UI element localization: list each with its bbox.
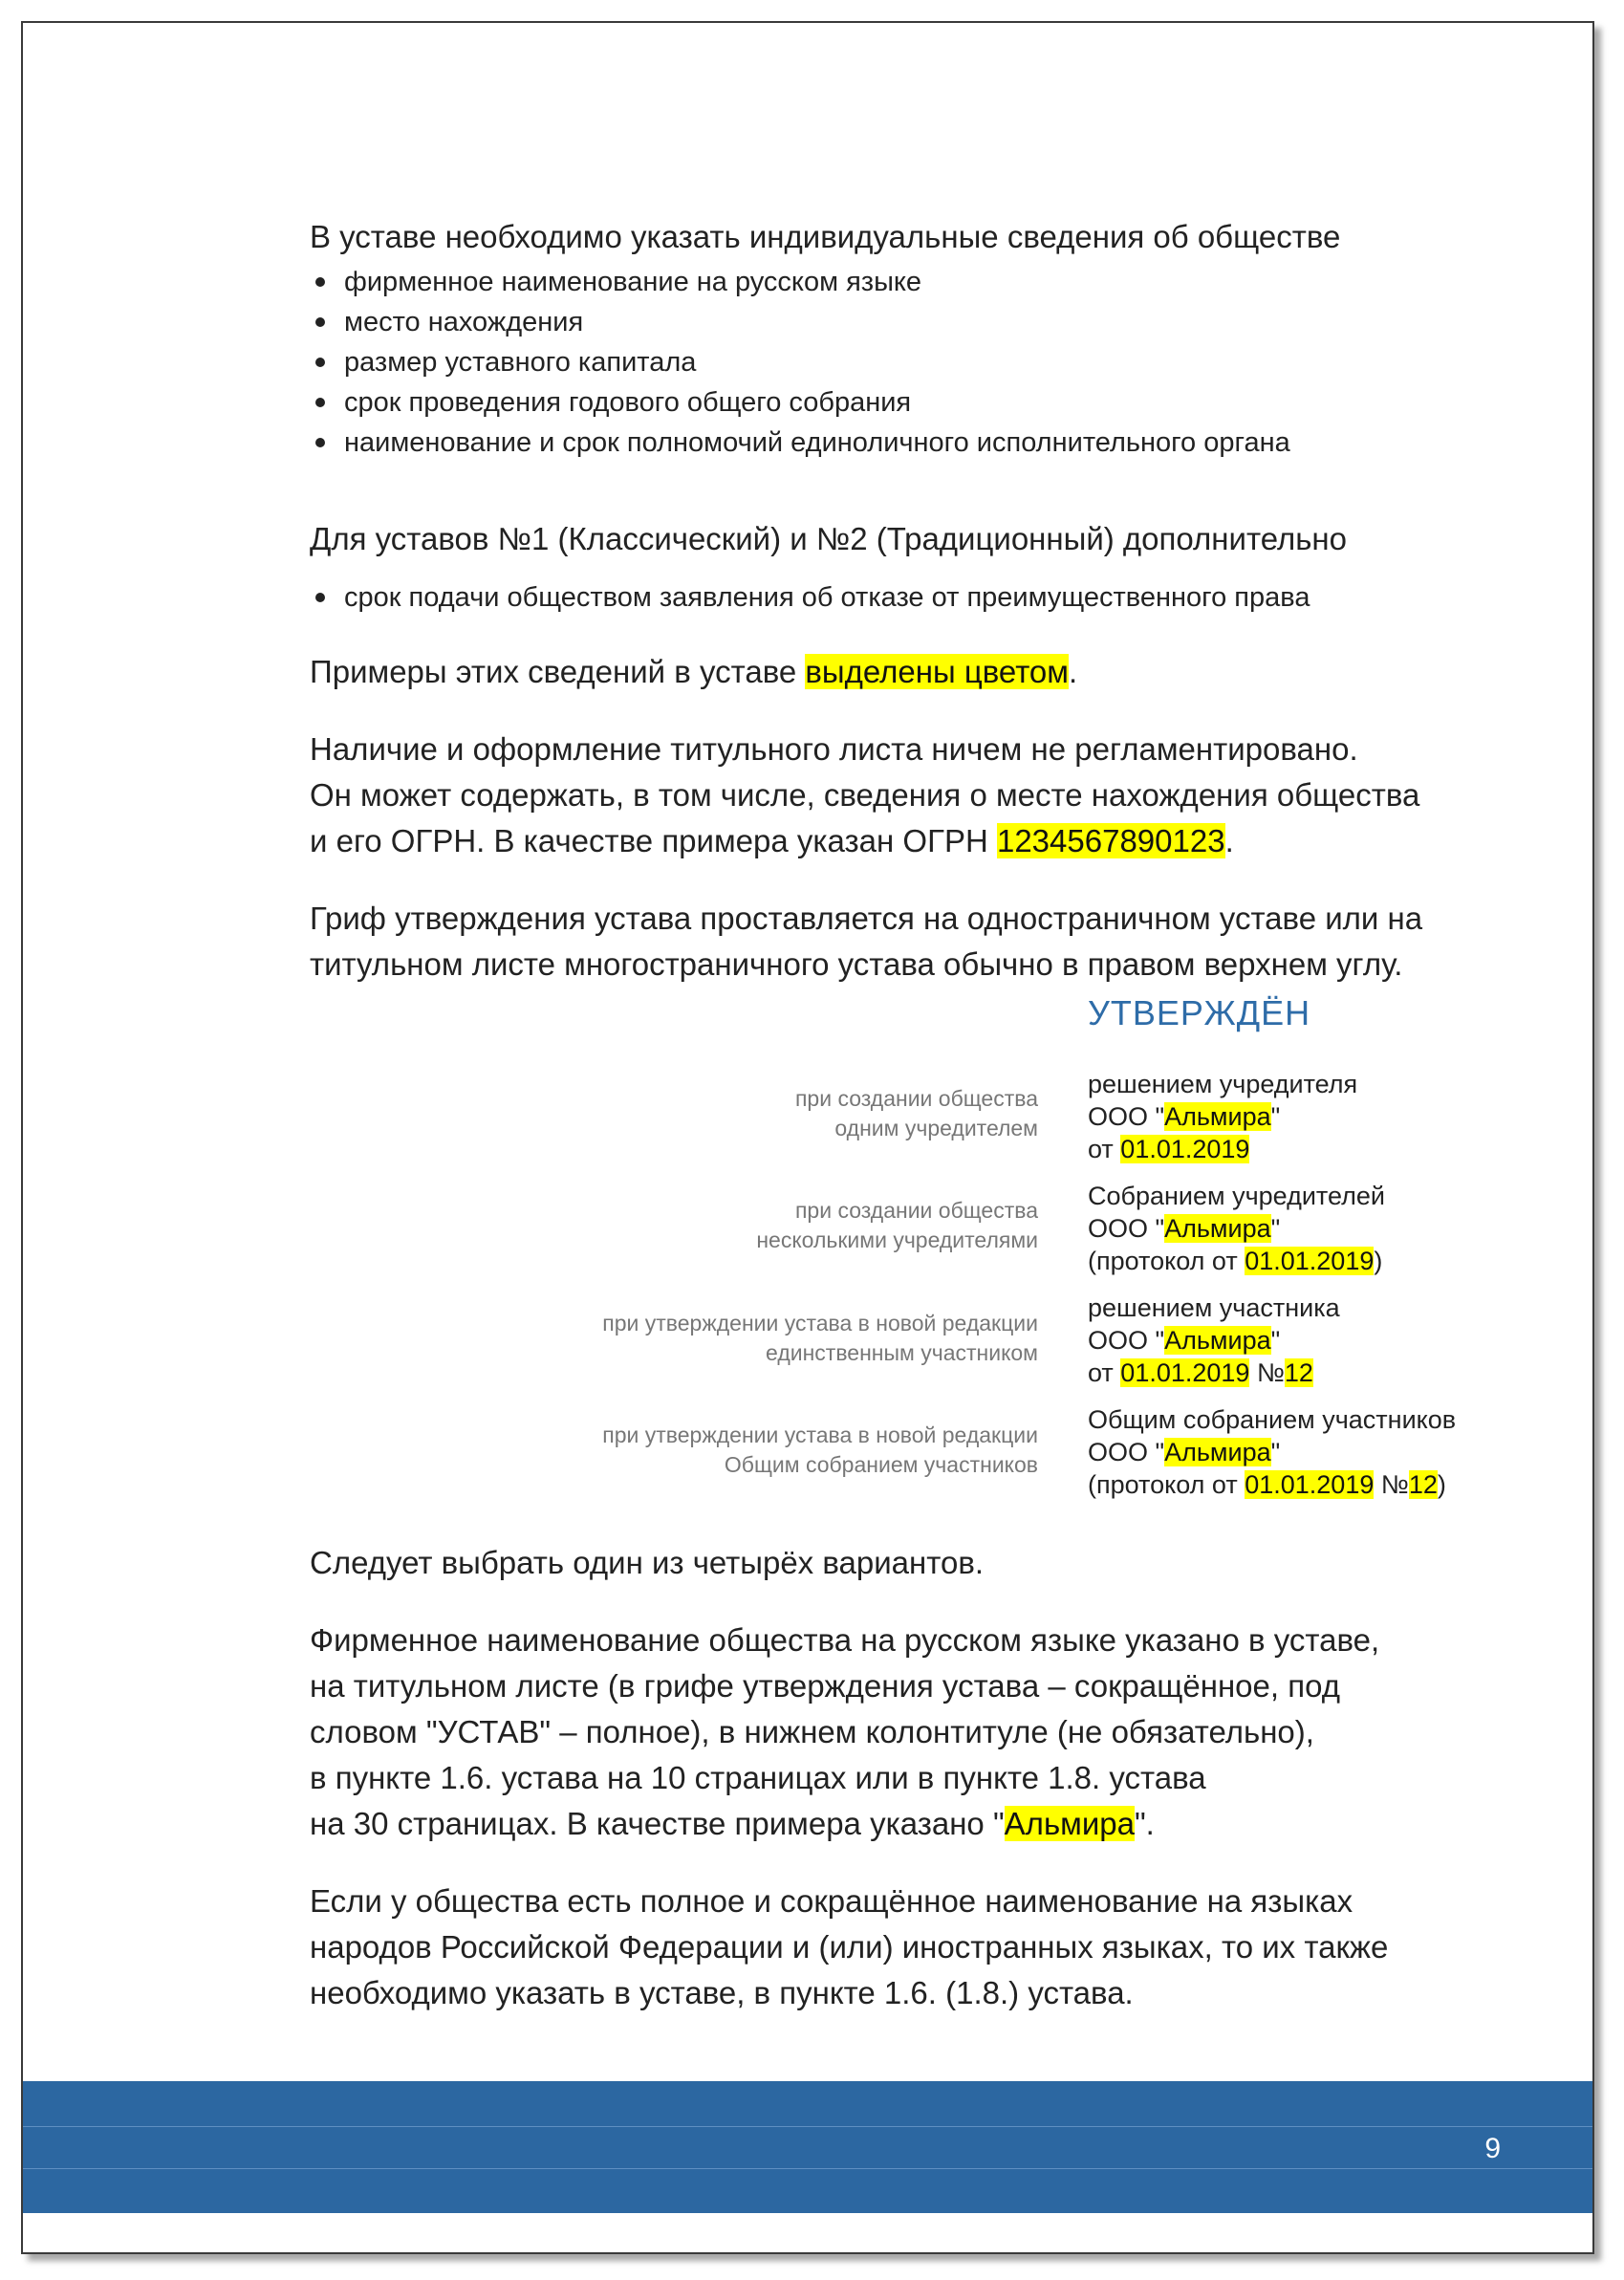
languages-line: народов Российской Федерации и (или) иностранных языках, то их также bbox=[310, 1929, 1389, 1965]
highlight-example: выделены цветом bbox=[805, 654, 1069, 689]
footer-divider bbox=[23, 2126, 1592, 2127]
stamp-intro-line: Гриф утверждения устава проставляется на одностраничном уставе или на bbox=[310, 901, 1423, 936]
stamp-note: при утверждении устава в новой редакции Общим собранием участников bbox=[602, 1422, 1038, 1477]
company-name-line: на титульном листе (в грифе утверждения устава – сокращённое, под bbox=[310, 1668, 1340, 1704]
list-item: фирменное наименование на русском языке bbox=[344, 262, 921, 302]
stamp-note: при создании общества несколькими учредителями bbox=[756, 1198, 1038, 1252]
stamp-variant: решением учредителя ООО "Альмира" от 01.01.2019 bbox=[1088, 1070, 1358, 1163]
list-item: наименование и срок полномочий единоличного исполнительного органа bbox=[344, 423, 1290, 463]
stamp-variant: Общим собранием участников ООО "Альмира" (протокол от 01.01.2019 №12) bbox=[1088, 1405, 1457, 1499]
company-name-line: на 30 страницах. В качестве примера указано "Альмира". bbox=[310, 1806, 1155, 1841]
name-highlight: Альмира bbox=[1004, 1806, 1135, 1841]
examples-paragraph: Примеры этих сведений в уставе выделены цветом. bbox=[310, 654, 1078, 689]
stamp-variant: Собранием учредителей ООО "Альмира" (протокол от 01.01.2019) bbox=[1088, 1182, 1385, 1275]
title-page-line: и его ОГРН. В качестве примера указан ОГРН 1234567890123. bbox=[310, 823, 1234, 858]
intro-heading: В уставе необходимо указать индивидуальные сведения об обществе bbox=[310, 219, 1341, 254]
choose-paragraph: Следует выбрать один из четырёх вариантов. bbox=[310, 1545, 985, 1580]
list-item: срок проведения годового общего собрания bbox=[344, 382, 911, 423]
list-item: место нахождения bbox=[344, 302, 583, 342]
title-page-line: Наличие и оформление титульного листа ничем не регламентировано. bbox=[310, 731, 1358, 767]
languages-line: необходимо указать в уставе, в пункте 1.6. (1.8.) устава. bbox=[310, 1975, 1134, 2010]
page-number: 9 bbox=[1484, 2133, 1501, 2164]
title-page-line: Он может содержать, в том числе, сведения о месте нахождения общества bbox=[310, 777, 1420, 813]
document-page bbox=[21, 21, 1594, 2254]
footer-band bbox=[23, 2081, 1592, 2213]
ogrn-highlight: 1234567890123 bbox=[996, 823, 1225, 858]
stamp-intro-line: титульном листе многостраничного устава обычно в правом верхнем углу. bbox=[310, 946, 1403, 982]
company-name-line: словом "УСТАВ" – полное), в нижнем колонтитуле (не обязательно), bbox=[310, 1714, 1314, 1749]
extra-heading: Для уставов №1 (Классический) и №2 (Традиционный) дополнительно bbox=[310, 521, 1347, 556]
list-item: размер уставного капитала bbox=[344, 342, 696, 382]
languages-line: Если у общества есть полное и сокращённое наименование на языках bbox=[310, 1883, 1353, 1919]
company-name-line: Фирменное наименование общества на русском языке указано в уставе, bbox=[310, 1622, 1380, 1658]
stamp-note: при создании общества одним учредителем bbox=[794, 1086, 1038, 1140]
stamp-variant: решением участника ООО "Альмира" от 01.01.2019 №12 bbox=[1088, 1293, 1340, 1387]
footer-divider bbox=[23, 2168, 1592, 2169]
stamp-note: при утверждении устава в новой редакции единственным участником bbox=[602, 1311, 1038, 1365]
stamp-title: УТВЕРЖДЁН bbox=[1088, 993, 1311, 1032]
list-item: срок подачи обществом заявления об отказе от преимущественного права bbox=[344, 577, 1310, 618]
company-name-line: в пункте 1.6. устава на 10 страницах или в пункте 1.8. устава bbox=[310, 1760, 1206, 1795]
